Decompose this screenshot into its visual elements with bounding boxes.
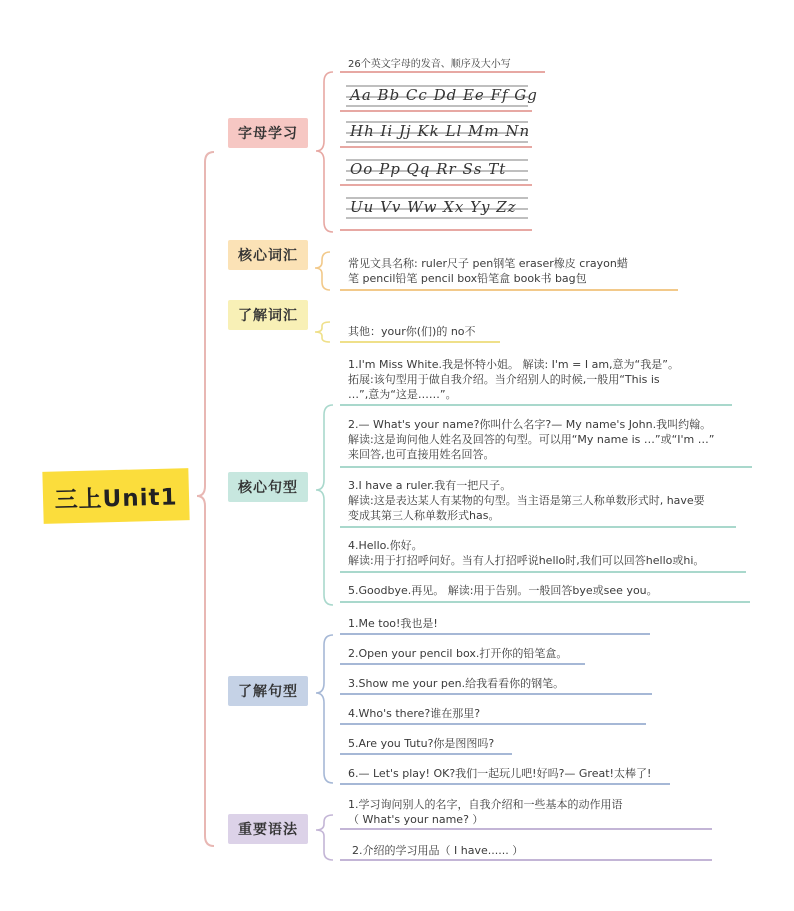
branch-core-sentences: [228, 472, 308, 502]
letters-row-1-underline: [340, 110, 532, 112]
letters-bracket: [316, 72, 333, 232]
extra-sentence-3-underline: [340, 693, 652, 695]
extra-vocab-bracket: [315, 322, 330, 342]
branch-letters-label: 字母学习: [238, 126, 298, 142]
letters-row-2: Hh Ii Jj Kk Ll Mm Nn: [350, 122, 531, 140]
branch-letters: [228, 118, 308, 148]
branch-extra-sentences: [228, 676, 308, 706]
extra-sentences-bracket: [316, 635, 333, 783]
letters-row-4: Uu Vv Ww Xx Yy Zz: [350, 198, 517, 216]
core-sentence-2-underline: [340, 466, 752, 468]
extra-sentence-2-underline: [340, 663, 585, 665]
letters-row-3-underline: [340, 184, 532, 186]
core-sentence-3: 3.I have a ruler.我有一把尺子。 解读:这是表达某人有某物的句型。当主语是第三人称单数形式时, have要 变成其第三人称单数形式has。: [348, 479, 705, 522]
core-vocab-underline: [340, 289, 678, 291]
letters-row-3: Oo Pp Qq Rr Ss Tt: [350, 160, 507, 178]
extra-sentence-4: 4.Who's there?谁在那里?: [348, 707, 481, 720]
grammar-item-2: 2.介绍的学习用品（ I have...... ）: [352, 844, 524, 857]
core-sentence-2: 2.— What's your name?你叫什么名字?— My name's John.我叫约翰。 解读:这是询问他人姓名及回答的句型。可以用“My name is …”或“I'm …” 来回答,也可直接用姓名回答。: [348, 418, 715, 461]
branch-core-vocab: [228, 240, 308, 270]
core-sentence-4-underline: [340, 571, 746, 573]
letters-row-4-underline: [340, 229, 532, 231]
letters-row-2-underline: [340, 146, 532, 148]
extra-sentence-5: 5.Are you Tutu?你是图图吗?: [348, 737, 495, 750]
grammar-item-1: 1.学习询问别人的名字，自我介绍和一些基本的动作用语 （ What's your name? ）: [348, 798, 623, 826]
extra-sentence-6-underline: [340, 783, 670, 785]
letters-title-underline: [340, 71, 545, 73]
core-sentence-5-underline: [340, 601, 750, 603]
extra-sentence-6: 6.— Let's play! OK?我们一起玩儿吧!好吗?— Great!太棒了!: [348, 767, 652, 780]
core-sentence-5: 5.Goodbye.再见。 解读:用于告别。一般回答bye或see you。: [348, 584, 658, 597]
letters-title: 26个英文字母的发音、顺序及大小写: [348, 59, 511, 70]
core-vocab-bracket: [315, 252, 330, 290]
grammar-item-1-underline: [340, 828, 712, 830]
branch-core-sentences-label: 核心句型: [238, 480, 298, 496]
core-vocab-text: 常见文具名称: ruler尺子 pen钢笔 eraser橡皮 crayon蜡 笔 pencil铅笔 pencil box铅笔盒 book书 bag包: [348, 257, 628, 285]
root-label: 三上Unit1: [54, 483, 178, 514]
grammar-item-2-underline: [340, 859, 712, 861]
extra-vocab-underline: [340, 341, 500, 343]
branch-core-vocab-label: 核心词汇: [238, 248, 298, 264]
core-sentence-4: 4.Hello.你好。 解读:用于打招呼问好。当有人打招呼说hello时,我们可以回答hello或hi。: [348, 539, 705, 567]
root-bracket: [197, 152, 214, 846]
extra-sentence-3: 3.Show me your pen.给我看看你的钢笔。: [348, 677, 565, 690]
core-sentence-3-underline: [340, 526, 736, 528]
branch-extra-vocab-label: 了解词汇: [238, 308, 298, 324]
extra-sentence-1-underline: [340, 633, 650, 635]
branch-grammar-label: 重要语法: [238, 822, 298, 838]
branch-extra-vocab: [228, 300, 308, 330]
extra-sentence-2: 2.Open your pencil box.打开你的铅笔盒。: [348, 647, 568, 660]
extra-sentence-1: 1.Me too!我也是!: [348, 617, 438, 630]
extra-vocab-text: 其他：your你(们)的 no不: [348, 325, 476, 338]
extra-sentence-4-underline: [340, 723, 646, 725]
grammar-bracket: [316, 815, 333, 860]
core-sentence-1-underline: [340, 404, 732, 406]
branch-grammar: [228, 814, 308, 844]
root-node: [42, 468, 189, 524]
letters-row-1: Aa Bb Cc Dd Ee Ff Gg: [350, 86, 538, 104]
core-sentence-1: 1.I'm Miss White.我是怀特小姐。 解读: I'm = I am,意为“我是”。 拓展:该句型用于做自我介绍。当介绍别人的时候,一般用“This is …”,意为“这是……”。: [348, 358, 679, 401]
core-sentences-bracket: [316, 405, 333, 605]
branch-extra-sentences-label: 了解句型: [238, 684, 298, 700]
extra-sentence-5-underline: [340, 753, 512, 755]
